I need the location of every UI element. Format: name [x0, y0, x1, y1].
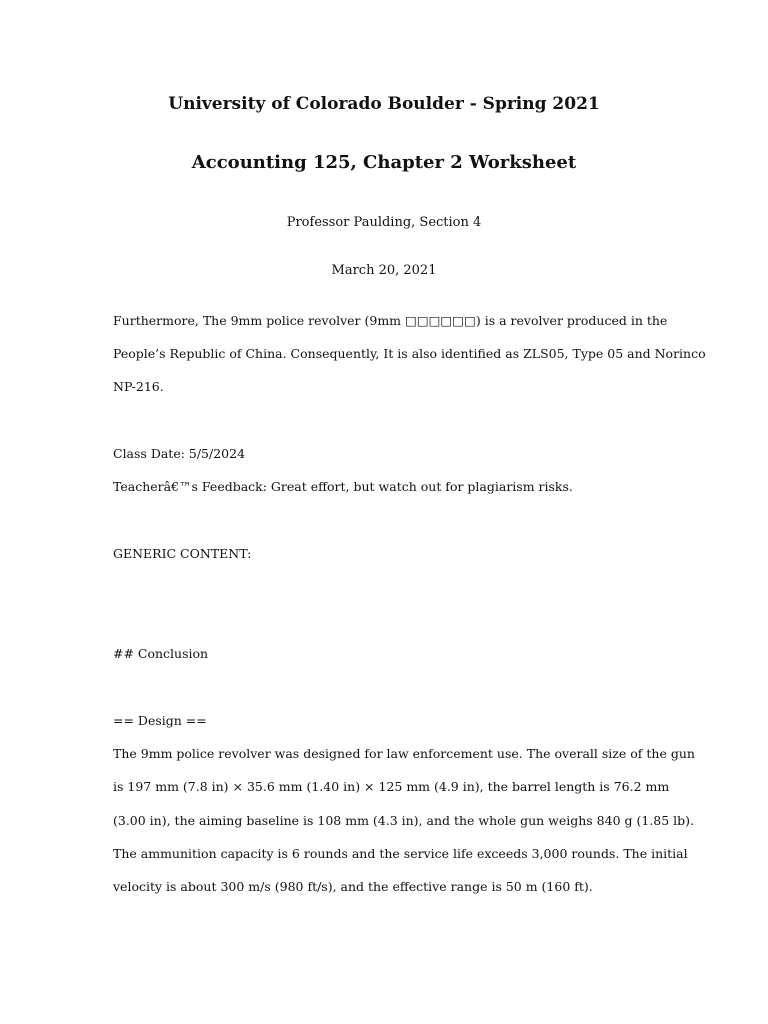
- conclusion-heading: ## Conclusion: [113, 646, 209, 661]
- document-date: March 20, 2021: [331, 263, 437, 278]
- design-line-5: velocity is about 300 m/s (980 ft/s), and the effective range is 50 m (160 ft).: [113, 879, 593, 894]
- class-date: Class Date: 5/5/2024: [113, 446, 246, 461]
- intro-line-1: Furthermore, The 9mm police revolver (9mm □□□□□□) is a revolver produced in the: [113, 313, 668, 328]
- generic-content-label: GENERIC CONTENT:: [113, 546, 252, 561]
- design-line-4: The ammunition capacity is 6 rounds and the service life exceeds 3,000 rounds. The initial: [113, 846, 688, 861]
- university-title: University of Colorado Boulder - Spring 2021: [168, 94, 600, 114]
- design-heading: == Design ==: [113, 713, 207, 728]
- design-line-1: The 9mm police revolver was designed for law enforcement use. The overall size of the gun: [113, 746, 695, 761]
- teacher-feedback: Teacherâ€™s Feedback: Great effort, but watch out for plagiarism risks.: [113, 479, 573, 494]
- design-line-3: (3.00 in), the aiming baseline is 108 mm (4.3 in), and the whole gun weighs 840 g (1.85 lb).: [113, 813, 695, 828]
- worksheet-title: Accounting 125, Chapter 2 Worksheet: [191, 152, 577, 173]
- intro-line-3: NP-216.: [113, 379, 164, 394]
- intro-line-2: People’s Republic of China. Consequently, It is also identified as ZLS05, Type 05 and Norinco: [113, 346, 706, 361]
- professor-line: Professor Paulding, Section 4: [286, 215, 482, 230]
- design-line-2: is 197 mm (7.8 in) × 35.6 mm (1.40 in) × 125 mm (4.9 in), the barrel length is 76.2 mm: [113, 779, 670, 794]
